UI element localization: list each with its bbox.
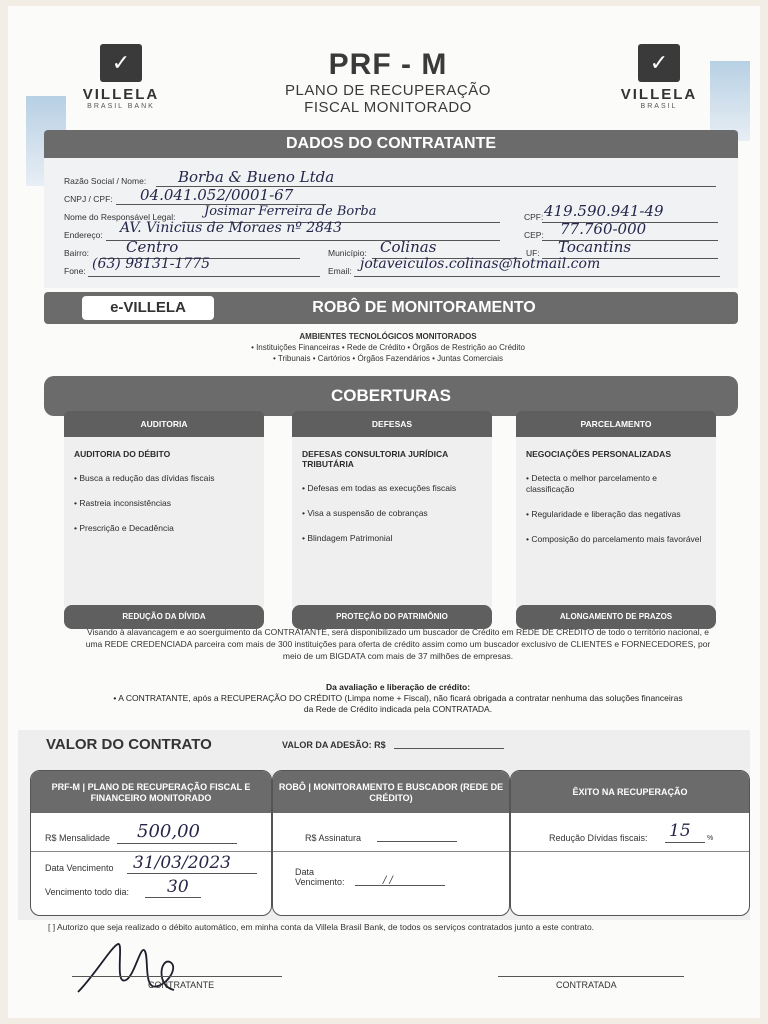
assinatura-line[interactable] [377,841,457,842]
responsavel-value[interactable]: Josimar Ferreira de Borba [204,204,377,219]
avaliacao-block [108,682,688,715]
right-logo-sub: BRASIL [640,103,678,110]
coverage-item: • Blindagem Patrimonial [302,533,393,543]
avaliacao-title: Da avaliação e liberação de crédito: [325,682,471,692]
reducao-value[interactable]: 15 [669,821,691,841]
contratante-signature [74,936,224,1000]
cep-label: CEP: [524,230,544,240]
fone-line [88,276,320,277]
ambientes-line-2: • Tribunais • Cartórios • Órgãos Fazendários • Juntas Comerciais [273,354,503,363]
ambientes-line-1: • Instituições Financeiras • Rede de Crédito • Órgãos de Restrição ao Crédito [251,343,525,352]
right-logo-name: VILLELA [620,86,698,103]
coverage-head: DEFESAS [292,411,492,437]
rede-credito-paragraph: Visando à alavancagem e ao soerguimento da CONTRATANTE, será disponibilizado um buscador de Crédito em REDE DE CRÉDITO de todo o território nacional, e uma REDE CREDENCIADA parceira com mais de 300 instituições para oferta de crédito assim como um buscador exclusivo de CLIENTES e FORNECEDORES, por meio de um BIGDATA com mais de 37 milhões de empresas. [85,627,711,661]
section-title-contratante: DADOS DO CONTRATANTE [44,130,738,158]
coverage-col-parcelamento [516,411,716,629]
plan-column-exito [510,770,750,916]
coverage-head: AUDITORIA [64,411,264,437]
coverage-body-title: DEFESAS CONSULTORIA JURÍDICA TRIBUTÁRIA [302,449,448,469]
valor-title: VALOR DO CONTRATO [46,736,212,753]
cnpj-value[interactable]: 04.041.052/0001-67 [140,186,294,204]
dia-line [145,897,201,898]
venc2-value[interactable]: / / [383,875,393,886]
title-sub-1: PLANO DE RECUPERAÇÃO [285,82,491,99]
contratada-label: CONTRATADA [556,980,617,990]
coverage-item: • Regularidade e liberação das negativas [526,509,681,519]
cep-value[interactable]: 77.760-000 [560,220,647,238]
coverage-body-title: AUDITORIA DO DÉBITO [74,449,171,459]
left-logo [66,44,176,110]
dia-label: Vencimento todo dia: [45,887,130,897]
avaliacao-text: • A CONTRATANTE, após a RECUPERAÇÃO DO CRÉDITO (Limpa nome + Fiscal), não ficará obrigada a contratar nenhuma das soluções financeiras da Rede de Crédito indicada pela CONTRATADA. [113,693,683,714]
uf-value[interactable]: Tocantins [558,238,632,256]
municipio-label: Município: [328,248,367,258]
contratante-form [44,158,738,288]
vencimento-label: Data Vencimento [45,863,114,873]
column-head: ÊXITO NA RECUPERAÇÃO [511,771,749,813]
dia-value[interactable]: 30 [167,877,189,897]
uf-label: UF: [526,248,540,258]
contratante-label: CONTRATANTE [148,980,215,990]
coverage-item: • Prescrição e Decadência [74,523,174,533]
email-line [354,276,720,277]
mensalidade-value[interactable]: 500,00 [137,821,200,842]
robo-title: ROBÔ DE MONITORAMENTO [312,299,536,316]
villela-logo-icon: ✓ [100,44,142,82]
assinatura-label: R$ Assinatura [305,833,362,843]
email-value[interactable]: jotaveiculos.colinas@hotmail.com [360,256,601,272]
adesao-line[interactable] [394,748,504,749]
cnpj-label: CNPJ / CPF: [64,194,113,204]
adesao-label: VALOR DA ADESÃO: R$ [282,740,386,750]
coberturas-title: COBERTURAS [44,376,738,416]
fone-label: Fone: [64,266,86,276]
coverage-col-auditoria [64,411,264,629]
municipio-value[interactable]: Colinas [380,238,437,256]
razao-value[interactable]: Borba & Bueno Ltda [178,168,335,186]
document-title [228,48,548,116]
column-separator [273,851,509,852]
venc2-label: Vencimento: [295,877,345,887]
data-label: Data [295,867,315,877]
ambientes-title: AMBIENTES TECNOLÓGICOS MONITORADOS [299,332,477,341]
mensalidade-line [117,843,237,844]
coverage-foot: PROTEÇÃO DO PATRIMÔNIO [292,605,492,629]
coverage-item: • Composição do parcelamento mais favorável [526,534,702,544]
title-sub-2: FISCAL MONITORADO [304,99,472,116]
coverage-item: • Detecta o melhor parcelamento e classificação [526,473,658,494]
coverage-item: • Visa a suspensão de cobranças [302,508,428,518]
title-main: PRF - M [328,48,448,81]
coverage-item: • Rastreia inconsistências [74,498,171,508]
coverage-foot: ALONGAMENTO DE PRAZOS [516,605,716,629]
razao-label: Razão Social / Nome: [64,176,147,186]
column-separator [511,851,749,852]
reducao-label: Redução Dívidas fiscais: [549,833,648,843]
coverage-item: • Defesas em todas as execuções fiscais [302,483,457,493]
coverage-foot: REDUÇÃO DA DÍVIDA [64,605,264,629]
column-separator [31,851,271,852]
plan-column-prfm [30,770,272,916]
left-logo-sub: BRASIL BANK [87,103,155,110]
right-logo [604,44,714,110]
mensalidade-label: R$ Mensalidade [45,833,111,843]
email-label: Email: [328,266,352,276]
coverage-head: PARCELAMENTO [516,411,716,437]
coverage-body [64,437,264,607]
coverage-item: • Busca a redução das dívidas fiscais [74,473,215,483]
contract-page [8,6,760,1018]
reducao-line [665,842,705,843]
reducao-unit: % [707,835,714,842]
villela-logo-icon: ✓ [638,44,680,82]
column-head: PRF-M | PLANO DE RECUPERAÇÃO FISCAL E FINANCEIRO MONITORADO [31,771,271,813]
coverage-body [292,437,492,607]
plan-column-robo [272,770,510,916]
responsavel-label: Nome do Responsável Legal: [64,212,176,222]
left-logo-name: VILLELA [82,86,160,103]
cpf-label: CPF: [524,212,544,222]
bairro-value[interactable]: Centro [126,238,179,256]
column-head: ROBÔ | MONITORAMENTO E BUSCADOR (REDE DE CRÉDITO) [273,771,509,813]
e-villela-badge: e-VILLELA [82,296,214,320]
vencimento-value[interactable]: 31/03/2023 [133,853,231,873]
endereco-label: Endereço: [64,230,103,240]
endereco-value[interactable]: AV. Vinicius de Moraes nº 2843 [120,220,342,236]
robo-bar [44,292,738,324]
autorizo-checkbox-text[interactable]: [ ] Autorizo que seja realizado o débito automático, em minha conta da Villela Brasil Bank, de todos os serviços contratados junto a este contrato. [48,922,595,932]
coverage-body [516,437,716,607]
fone-value[interactable]: (63) 98131-1775 [92,256,211,272]
cpf-value[interactable]: 419.590.941-49 [544,202,664,220]
venc2-line [355,885,445,886]
contratante-signature-line [72,976,282,977]
contratada-signature-line [498,976,684,977]
coverage-col-defesas [292,411,492,629]
bairro-label: Bairro: [64,248,90,258]
coverage-body-title: NEGOCIAÇÕES PERSONALIZADAS [526,449,671,459]
vencimento-line [127,873,257,874]
header [8,6,760,126]
